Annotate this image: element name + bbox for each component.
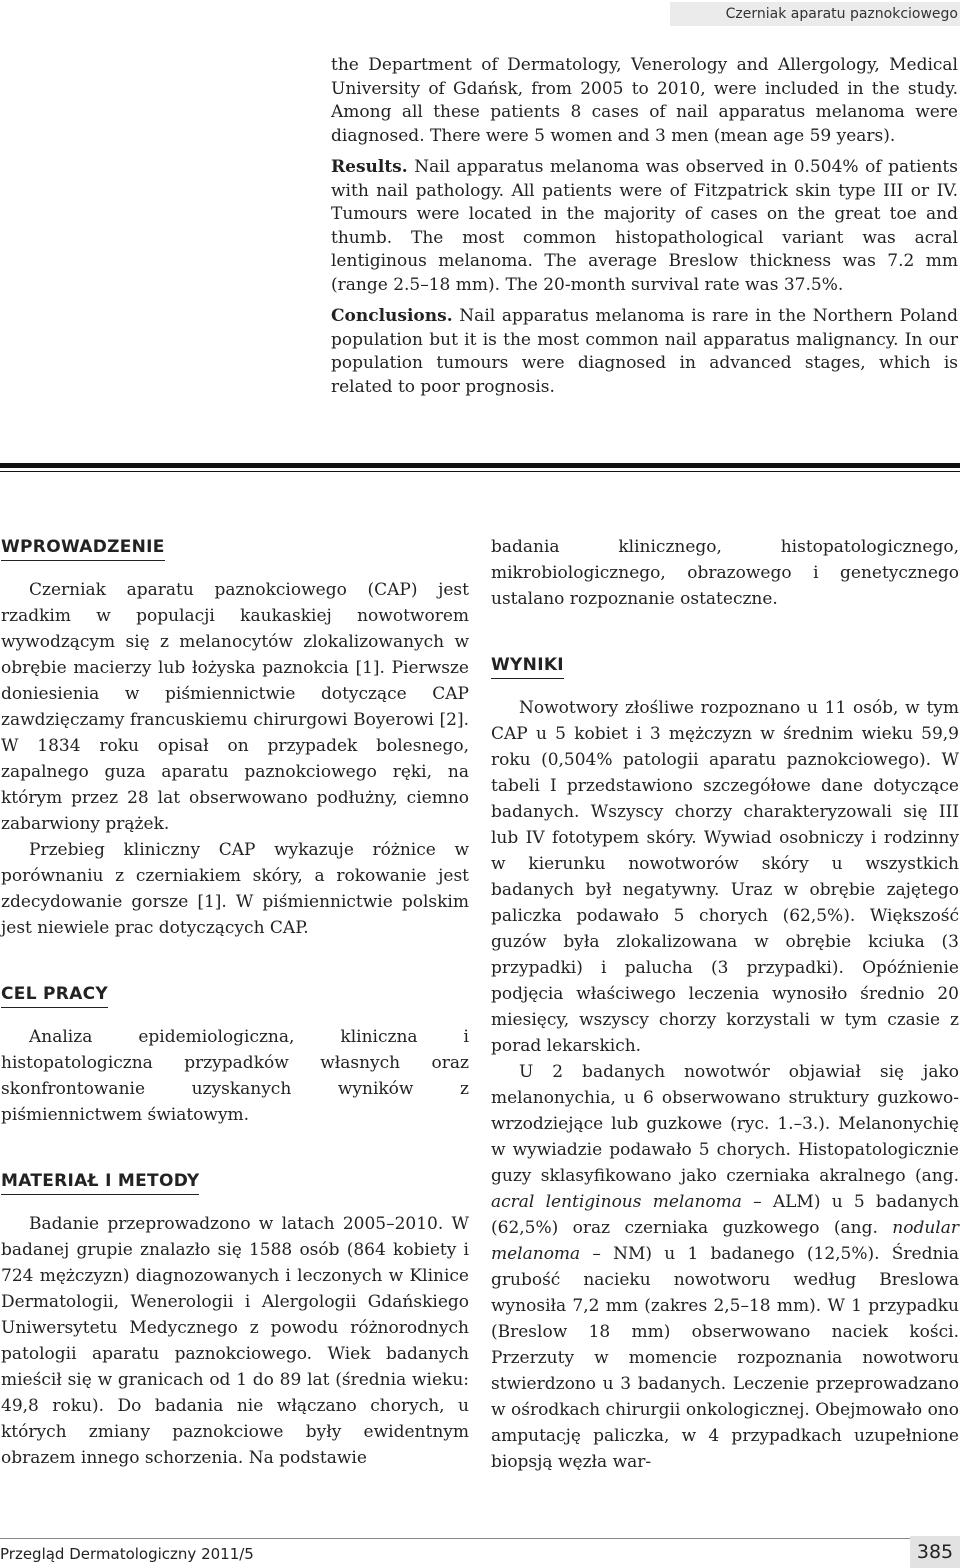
results-p2-part-b: – ALM) u 5 badanych (62,5%) oraz czerniaka guzkowego (ang. [491, 1192, 959, 1238]
heading-results: WYNIKI [491, 654, 564, 679]
methods-continuation: badania klinicznego, histopatologicznego, mikrobiologicznego, obrazowego i genetycznego ustalano rozpoznanie ostateczne. [491, 537, 959, 609]
nm-term: nodular melanoma [491, 1218, 959, 1264]
abstract-results [331, 156, 958, 297]
intro-paragraph-1: Czerniak aparatu paznokciowego (CAP) jest rzadkim w populacji kaukaskiej nowotworem wywodzącym się z melanocytów zlokalizowanych w obrębie macierzy lub łożyska paznokcia [1]. Pierwsze doniesienia w piśmiennictwie dotyczące CAP zawdzięczamy francuskiemu chirurgowi Boyerowi [2]. W 1834 roku opisał on przypadek bolesnego, zapalnego guza aparatu paznokciowego ręki, na którym przez 28 lat obserwowano podłużny, ciemno zabarwiony prążek. [1, 580, 469, 834]
page-number: 385 [910, 1536, 960, 1568]
intro-paragraph-2: Przebieg kliniczny CAP wykazuje różnice w porównaniu z czerniakiem skóry, a rokowanie jest zdecydowanie gorsze [1]. W piśmiennictwie polskim jest niewiele prac dotyczących CAP. [1, 840, 469, 938]
footer-rule [0, 1538, 960, 1539]
heading-introduction: WPROWADZENIE [1, 536, 165, 561]
results-paragraph-2 [491, 1059, 959, 1475]
separator-rule-thin [0, 471, 960, 472]
abstract-conclusions [331, 305, 958, 399]
methods-paragraph: Badanie przeprowadzono w latach 2005–2010. W badanej grupie znalazło się 1588 osób (864 kobiety i 724 mężczyzn) diagnozowanych i leczonych w Klinice Dermatologii, Wenerologii i Alergologii Gdańskiego Uniwersytetu Medycznego z powodu różnorodnych patologii aparatu paznokciowego. Wiek badanych mieścił się w granicach od 1 do 89 lat (średnia wieku: 49,8 roku). Do badania nie włączano chorych, u których zmiany paznokciowe były ewidentnym obrazem innego schorzenia. Na podstawie [1, 1214, 469, 1468]
running-head: Czerniak aparatu paznokciowego [670, 2, 960, 26]
footer-journal-name: Przegląd Dermatologiczny 2011/5 [0, 1545, 254, 1563]
aim-paragraph: Analiza epidemiologiczna, kliniczna i histopatologiczna przypadków własnych oraz skonfrontowanie uzyskanych wyników z piśmiennictwem światowym. [1, 1027, 469, 1125]
abstract-conclusions-label: Conclusions. [331, 306, 453, 326]
heading-methods: MATERIAŁ I METODY [1, 1170, 199, 1195]
abstract-conclusions-text: Nail apparatus melanoma is rare in the Northern Poland population but it is the most common nail apparatus malignancy. In our population tumours were diagnosed in advanced stages, which is related to poor prognosis. [331, 306, 958, 397]
abstract-results-text: Nail apparatus melanoma was observed in 0.504% of patients with nail pathology. All patients were of Fitzpatrick skin type III or IV. Tumours were located in the majority of cases on the great toe and thumb. The most common histopathological variant was acral lentiginous melanoma. The average Breslow thickness was 7.2 mm (range 2.5–18 mm). The 20-month survival rate was 37.5%. [331, 157, 958, 295]
results-p2-part-a: U 2 badanych nowotwór objawiał się jako melanonychia, u 6 obserwowano struktury guzkowo-wrzodziejące lub guzkowe (ryc. 1.–3.). Melanonychię w wywiadzie podawało 5 chorych. Histopatologicznie guzy sklasyfikowano jako czerniaka akralnego (ang. [491, 1062, 959, 1186]
separator-rule-thick [0, 463, 960, 468]
results-p2-part-c: – NM) u 1 badanego (12,5%). Średnia grubość nacieku nowotworu według Breslowa wynosiła 7,2 mm (zakres 2,5–18 mm). W 1 przypadku (Breslow 18 mm) obserwowano naciek kości. Przerzuty w momencie rozpoznania nowotworu stwierdzono u 3 badanych. Leczenie przeprowadzano w ośrodkach chirurgii onkologicznej. Obejmowało ono amputację paliczka, w 4 przypadkach uzupełnione biopsją węzła war- [491, 1244, 959, 1472]
right-column [491, 534, 959, 1475]
heading-aim: CEL PRACY [1, 983, 108, 1008]
abstract-intro: the Department of Dermatology, Venerology and Allergology, Medical University of Gdańsk, from 2005 to 2010, were included in the study. Among all these patients 8 cases of nail apparatus melanoma were diagnosed. There were 5 women and 3 men (mean age 59 years). [331, 55, 958, 146]
results-paragraph-1: Nowotwory złośliwe rozpoznano u 11 osób, w tym CAP u 5 kobiet i 3 mężczyzn w średnim wieku 59,9 roku (0,504% patologii aparatu paznokciowego). W tabeli I przedstawiono szczegółowe dane dotyczące badanych. Wszyscy chorzy charakteryzowali się III lub IV fototypem skóry. Wywiad osobniczy i rodzinny w kierunku nowotworów skóry u wszystkich badanych był negatywny. Uraz w obrębie zajętego paliczka podawało 5 chorych (62,5%). Większość guzów była zlokalizowana w obrębie kciuka (3 przypadki) i palucha (3 przypadki). Opóźnienie podjęcia właściwego leczenia wynosiło średnio 20 miesięcy, wszyscy chorzy korzystali w tym czasie z porad lekarskich. [491, 698, 959, 1056]
alm-term: acral lentiginous melanoma [491, 1192, 742, 1212]
abstract [331, 54, 958, 399]
left-column [1, 534, 469, 1471]
abstract-results-label: Results. [331, 157, 408, 177]
